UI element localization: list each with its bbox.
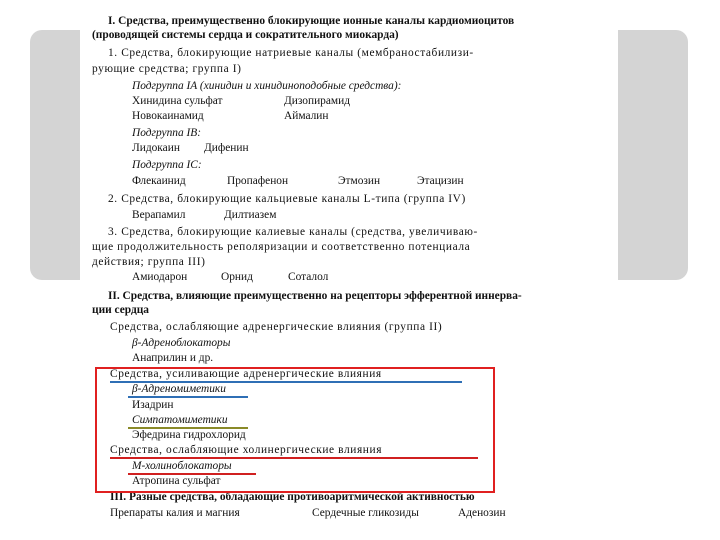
textbook-page — [80, 12, 618, 522]
section-2-title-cont: ции сердца — [92, 304, 149, 316]
section-1-title: I. Средства, преимущественно блокирующие ионные каналы кардиомиоцитов — [108, 15, 515, 27]
section-3-title: III. Разные средства, обладающие противоаритмической активностью — [110, 491, 475, 503]
drug-item: Дизопирамид — [284, 95, 351, 107]
drug-item: Атропина сульфат — [132, 475, 221, 487]
cholinergic-weakening-heading: Средства, ослабляющие холинергические влияния — [110, 444, 383, 456]
subgroup-ic-heading: Подгруппа IC: — [132, 159, 202, 171]
drug-item: Орнид — [221, 271, 253, 283]
group-3-heading-cont: действия; группа III) — [92, 256, 206, 268]
drug-item: Анаприлин и др. — [132, 352, 214, 364]
group-3-heading-cont: щие продолжительность реполяризации и соответственно потенциала — [92, 241, 471, 253]
drug-item: Новокаинамид — [132, 110, 204, 122]
drug-item: Аденозин — [458, 507, 506, 519]
drug-item: Этмозин — [338, 175, 381, 187]
group-2-heading: 2. Средства, блокирующие кальциевые каналы L-типа (группа IV) — [108, 193, 466, 205]
drug-item: Амиодарон — [132, 271, 188, 283]
drug-item: Дилтиазем — [224, 209, 277, 221]
drug-item: Пропафенон — [227, 175, 289, 187]
section-2-title: II. Средства, влияющие преимущественно на рецепторы эфферентной иннерва- — [108, 290, 522, 302]
drug-item: Дифенин — [204, 142, 249, 154]
drug-item: Лидокаин — [132, 142, 180, 154]
drug-item: Аймалин — [284, 110, 329, 122]
group-3-heading: 3. Средства, блокирующие калиевые каналы (средства, увеличиваю- — [108, 226, 478, 238]
group-1-heading: 1. Средства, блокирующие натриевые каналы (мембраностабилизи- — [108, 47, 474, 59]
adrenergic-weakening-heading: Средства, ослабляющие адренергические влияния (группа II) — [110, 321, 443, 333]
drug-item: Препараты калия и магния — [110, 507, 240, 519]
drug-item: Верапамил — [132, 209, 186, 221]
subgroup-ia-heading: Подгруппа IA (хинидин и хинидиноподобные средства): — [132, 80, 402, 92]
beta-blockers-heading: β-Адреноблокаторы — [132, 337, 231, 349]
adrenergic-enhancing-heading: Средства, усиливающие адренергические влияния — [110, 368, 382, 380]
olive-underline — [128, 427, 248, 429]
drug-item: Этацизин — [417, 175, 464, 187]
drug-item: Эфедрина гидрохлорид — [132, 429, 246, 441]
red-underline — [128, 473, 256, 475]
red-underline — [110, 457, 478, 459]
drug-item: Флекаинид — [132, 175, 186, 187]
section-1-subtitle: (проводящей системы сердца и сократительного миокарда) — [92, 29, 399, 41]
drug-item: Сердечные гликозиды — [312, 507, 419, 519]
sympathomimetics-heading: Симпатомиметики — [132, 414, 228, 426]
drug-item: Соталол — [288, 271, 329, 283]
group-1-heading-cont: рующие средства; группа I) — [92, 63, 242, 75]
blue-underline — [110, 381, 462, 383]
subgroup-ib-heading: Подгруппа IB: — [132, 127, 202, 139]
drug-item: Изадрин — [132, 399, 174, 411]
beta-agonists-heading: β-Адреномиметики — [132, 383, 226, 395]
m-cholinoblockers-heading: М-холиноблокаторы — [132, 460, 232, 472]
drug-item: Хинидина сульфат — [132, 95, 223, 107]
blue-underline — [128, 396, 248, 398]
